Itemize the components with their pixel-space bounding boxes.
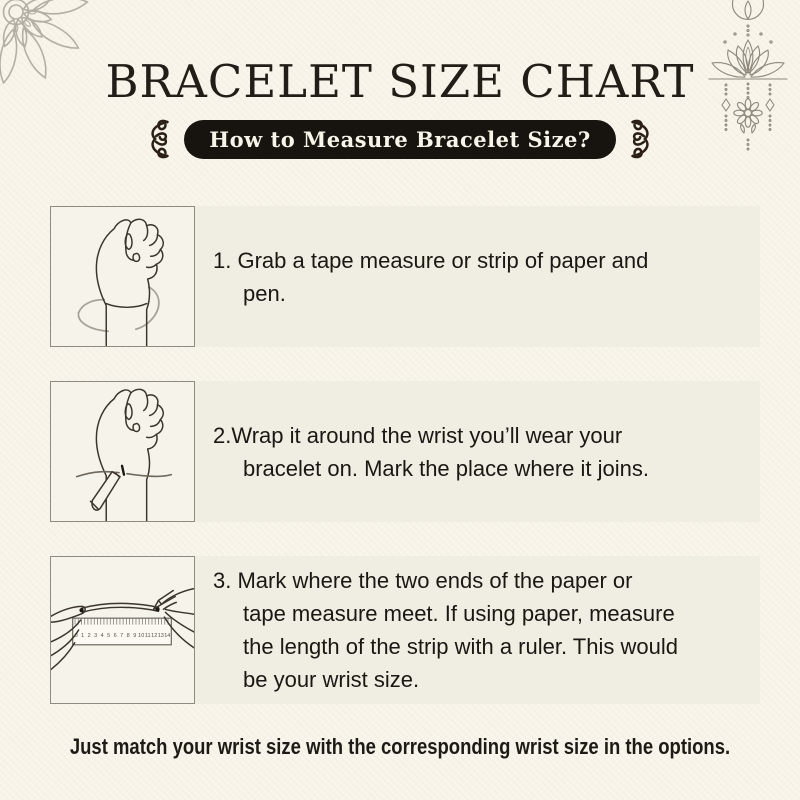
step-line: bracelet on. Mark the place where it joins. bbox=[243, 455, 649, 481]
curly-flourish-right-icon bbox=[627, 118, 659, 160]
step-1-illustration-box bbox=[50, 206, 195, 347]
how-to-measure-badge: How to Measure Bracelet Size? bbox=[184, 120, 615, 159]
svg-text:4: 4 bbox=[100, 633, 104, 640]
hand-fist-marker-illustration bbox=[51, 382, 194, 521]
ruler-numbers bbox=[75, 633, 171, 639]
step-line: pen. bbox=[243, 280, 286, 306]
svg-text:10: 10 bbox=[138, 633, 145, 640]
step-line: 1. Grab a tape measure or strip of paper and bbox=[213, 247, 649, 273]
footer-note: Just match your wrist size with the corresponding wrist size in the options. bbox=[69, 734, 731, 760]
svg-text:6: 6 bbox=[113, 633, 117, 640]
lotus-hanging-ornament-icon bbox=[698, 0, 798, 162]
step-row-1 bbox=[50, 206, 760, 347]
step-line: tape measure meet. If using paper, measure bbox=[243, 601, 675, 627]
step-1-text bbox=[195, 206, 760, 347]
svg-text:3: 3 bbox=[94, 633, 98, 640]
svg-text:12: 12 bbox=[151, 633, 158, 640]
page-title: BRACELET SIZE CHART bbox=[105, 55, 695, 108]
svg-text:1: 1 bbox=[81, 633, 85, 640]
svg-text:13: 13 bbox=[157, 633, 164, 640]
hands-ruler-strip-illustration bbox=[51, 557, 194, 703]
step-3-illustration-box bbox=[50, 556, 195, 704]
svg-text:0: 0 bbox=[74, 633, 78, 640]
svg-text:9: 9 bbox=[133, 633, 137, 640]
mandala-flower-icon bbox=[0, 0, 128, 128]
step-line: 2.Wrap it around the wrist you’ll wear your bbox=[213, 422, 623, 448]
steps-section bbox=[50, 206, 760, 704]
svg-text:5: 5 bbox=[107, 633, 111, 640]
svg-text:7: 7 bbox=[120, 633, 124, 640]
svg-text:8: 8 bbox=[126, 633, 130, 640]
step-row-2 bbox=[50, 381, 760, 522]
step-3-text bbox=[195, 556, 760, 704]
step-line: 3. Mark where the two ends of the paper or bbox=[213, 568, 633, 594]
step-line: the length of the strip with a ruler. This would bbox=[243, 634, 678, 660]
step-2-illustration-box bbox=[50, 381, 195, 522]
svg-text:14: 14 bbox=[164, 633, 171, 640]
svg-text:11: 11 bbox=[144, 633, 151, 640]
step-line: be your wrist size. bbox=[243, 667, 420, 693]
step-row-3 bbox=[50, 556, 760, 704]
curly-flourish-left-icon bbox=[141, 118, 173, 160]
step-2-text bbox=[195, 381, 760, 522]
hand-fist-tape-illustration bbox=[51, 207, 194, 346]
svg-text:2: 2 bbox=[87, 633, 91, 640]
